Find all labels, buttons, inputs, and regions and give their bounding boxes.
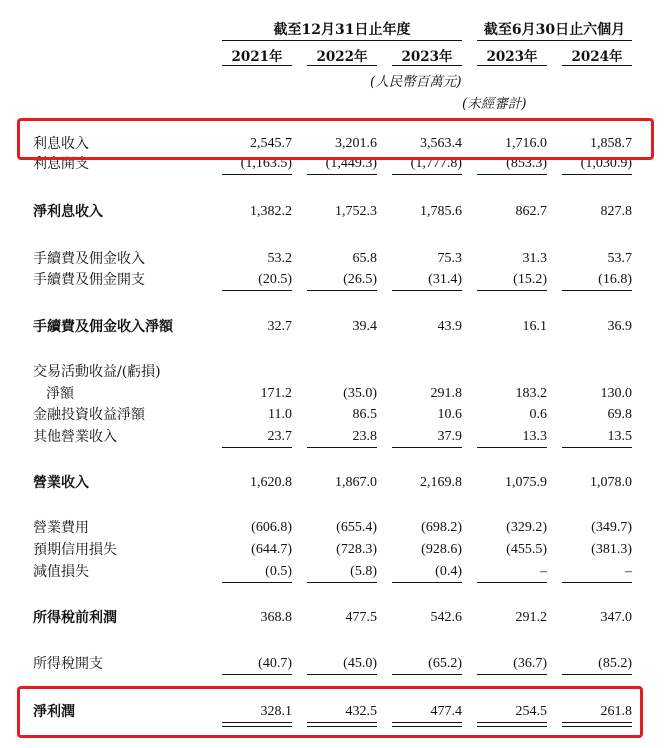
row-label: 利息開支	[33, 156, 89, 172]
row-operating-expenses	[0, 518, 664, 540]
row-fee-commission-expense	[0, 270, 664, 292]
value-cell: 2,169.8	[420, 475, 462, 490]
year-header-2022: 2022年	[316, 49, 368, 65]
row-net-interest-income	[0, 202, 664, 224]
value-cell: (381.3)	[591, 542, 632, 557]
value-cell: 1,078.0	[590, 475, 632, 490]
highlight-box-net-profit	[17, 686, 643, 738]
total-double-rule	[307, 722, 377, 727]
value-cell: 130.0	[600, 386, 632, 401]
subtotal-rule	[477, 674, 547, 675]
row-other-operating-income	[0, 427, 664, 449]
value-cell: (329.2)	[506, 520, 547, 535]
value-cell: 827.8	[600, 204, 632, 219]
group-header-annual-rule	[222, 40, 462, 41]
row-label: 營業收入	[33, 475, 89, 491]
value-cell: (853.3)	[506, 156, 547, 171]
value-cell: 1,858.7	[590, 136, 632, 151]
year-rule	[392, 65, 462, 66]
value-cell: 477.4	[430, 704, 462, 719]
value-cell: 31.3	[522, 251, 547, 266]
total-double-rule	[562, 722, 632, 727]
row-label: 其他營業收入	[33, 429, 117, 445]
value-cell: 368.8	[260, 610, 292, 625]
value-cell: 291.2	[515, 610, 547, 625]
subtotal-rule	[392, 447, 462, 448]
subtotal-rule	[222, 174, 292, 175]
value-cell: 254.5	[515, 704, 547, 719]
value-cell: 32.7	[267, 319, 292, 334]
value-cell: 3,201.6	[335, 136, 377, 151]
value-cell: 43.9	[437, 319, 462, 334]
row-impairment-losses	[0, 562, 664, 584]
row-label: 營業費用	[33, 520, 89, 536]
value-cell: 11.0	[268, 407, 292, 422]
total-double-rule	[477, 722, 547, 727]
row-label: 所得稅前利潤	[33, 610, 117, 626]
value-cell: (5.8)	[350, 564, 377, 579]
unaudited-note: (未經審計)	[462, 96, 527, 112]
subtotal-rule	[307, 582, 377, 583]
row-label: 所得稅開支	[33, 656, 103, 672]
value-cell: 86.5	[352, 407, 377, 422]
value-cell: (1,163.5)	[240, 156, 292, 171]
value-cell: 347.0	[600, 610, 632, 625]
year-rule	[307, 65, 377, 66]
subtotal-rule	[392, 674, 462, 675]
value-cell: (0.4)	[435, 564, 462, 579]
value-cell: 2,545.7	[250, 136, 292, 151]
value-cell: 3,563.4	[420, 136, 462, 151]
row-label: 交易活動收益/(虧損)	[33, 364, 161, 380]
subtotal-rule	[307, 674, 377, 675]
value-cell: 0.6	[529, 407, 547, 422]
subtotal-rule	[392, 174, 462, 175]
value-cell: 13.3	[522, 429, 547, 444]
highlight-box-interest-income	[17, 118, 654, 160]
row-label: 金融投資收益淨額	[33, 407, 145, 423]
year-header-2021: 2021年	[231, 49, 283, 65]
row-label: 預期信用損失	[33, 542, 117, 558]
row-label: 淨利潤	[33, 704, 75, 720]
value-cell: (606.8)	[251, 520, 292, 535]
value-cell: 1,382.2	[250, 204, 292, 219]
value-cell: 862.7	[515, 204, 547, 219]
row-label: 淨利息收入	[33, 204, 103, 220]
value-cell: (0.5)	[265, 564, 292, 579]
value-cell: (728.3)	[336, 542, 377, 557]
subtotal-rule	[392, 290, 462, 291]
value-cell: 291.8	[430, 386, 462, 401]
value-cell: (45.0)	[343, 656, 377, 671]
value-cell: 23.7	[267, 429, 292, 444]
total-double-rule	[222, 722, 292, 727]
value-cell: (36.7)	[513, 656, 547, 671]
value-cell: (16.8)	[598, 272, 632, 287]
value-cell: 171.2	[260, 386, 292, 401]
value-cell: 53.2	[267, 251, 292, 266]
value-cell: (455.5)	[506, 542, 547, 557]
row-label: 利息收入	[33, 136, 89, 152]
subtotal-rule	[222, 674, 292, 675]
value-cell: 328.1	[260, 704, 292, 719]
value-cell: 1,867.0	[335, 475, 377, 490]
value-cell: (1,030.9)	[580, 156, 632, 171]
subtotal-rule	[477, 290, 547, 291]
value-cell: 261.8	[600, 704, 632, 719]
value-cell: (85.2)	[598, 656, 632, 671]
row-expected-credit-losses	[0, 540, 664, 562]
row-label: 手續費及佣金收入淨額	[33, 319, 173, 335]
group-header-interim-rule	[477, 40, 632, 41]
subtotal-rule	[477, 582, 547, 583]
row-label: 手續費及佣金開支	[33, 272, 145, 288]
value-cell: 1,785.6	[420, 204, 462, 219]
value-cell: (31.4)	[428, 272, 462, 287]
value-cell: 69.8	[607, 407, 632, 422]
value-cell: 1,752.3	[335, 204, 377, 219]
value-cell: 37.9	[437, 429, 462, 444]
year-rule	[562, 65, 632, 66]
value-cell: 10.6	[437, 407, 462, 422]
subtotal-rule	[562, 174, 632, 175]
value-cell: 183.2	[515, 386, 547, 401]
subtotal-rule	[477, 174, 547, 175]
unit-note: (人民幣百萬元)	[370, 74, 462, 90]
subtotal-rule	[562, 582, 632, 583]
row-net-investment-gains	[0, 405, 664, 427]
value-cell: 65.8	[352, 251, 377, 266]
value-cell: 39.4	[352, 319, 377, 334]
value-cell: (349.7)	[591, 520, 632, 535]
value-cell: (15.2)	[513, 272, 547, 287]
subtotal-rule	[307, 174, 377, 175]
row-label: 淨額	[46, 386, 74, 402]
value-cell: 23.8	[352, 429, 377, 444]
row-label: 手續費及佣金收入	[33, 251, 145, 267]
value-cell: 542.6	[430, 610, 462, 625]
value-cell: 432.5	[345, 704, 377, 719]
value-cell: 1,716.0	[505, 136, 547, 151]
row-net-fee-commission-income	[0, 317, 664, 339]
row-trading-gains-losses-label	[0, 362, 664, 384]
value-cell: (35.0)	[343, 386, 377, 401]
value-cell: (1,449.3)	[325, 156, 377, 171]
value-cell: (20.5)	[258, 272, 292, 287]
value-cell: 13.5	[607, 429, 632, 444]
value-cell: (655.4)	[336, 520, 377, 535]
value-cell: –	[540, 564, 547, 579]
year-header-2023-interim: 2023年	[486, 49, 538, 65]
value-cell: (1,777.8)	[410, 156, 462, 171]
value-cell: (928.6)	[421, 542, 462, 557]
value-cell: 75.3	[437, 251, 462, 266]
subtotal-rule	[477, 447, 547, 448]
value-cell: (644.7)	[251, 542, 292, 557]
value-cell: (40.7)	[258, 656, 292, 671]
subtotal-rule	[392, 582, 462, 583]
value-cell: (698.2)	[421, 520, 462, 535]
value-cell: 477.5	[345, 610, 377, 625]
year-header-2023: 2023年	[401, 49, 453, 65]
value-cell: 53.7	[607, 251, 632, 266]
subtotal-rule	[307, 447, 377, 448]
subtotal-rule	[307, 290, 377, 291]
subtotal-rule	[562, 674, 632, 675]
value-cell: 1,620.8	[250, 475, 292, 490]
year-rule	[477, 65, 547, 66]
value-cell: –	[625, 564, 632, 579]
subtotal-rule	[222, 447, 292, 448]
group-header-annual: 截至12月31日止年度	[273, 22, 411, 38]
total-double-rule	[392, 722, 462, 727]
row-income-tax-expense	[0, 654, 664, 676]
value-cell: 1,075.9	[505, 475, 547, 490]
group-header-interim: 截至6月30日止六個月	[483, 22, 626, 38]
row-profit-before-tax	[0, 608, 664, 630]
row-operating-income	[0, 473, 664, 495]
subtotal-rule	[562, 290, 632, 291]
value-cell: 36.9	[607, 319, 632, 334]
subtotal-rule	[222, 290, 292, 291]
row-trading-gains-losses-net	[0, 384, 664, 406]
value-cell: 16.1	[522, 319, 547, 334]
year-rule	[222, 65, 292, 66]
value-cell: (26.5)	[343, 272, 377, 287]
subtotal-rule	[222, 582, 292, 583]
value-cell: (65.2)	[428, 656, 462, 671]
subtotal-rule	[562, 447, 632, 448]
row-fee-commission-income	[0, 249, 664, 271]
row-label: 減值損失	[33, 564, 89, 580]
year-header-2024-interim: 2024年	[571, 49, 623, 65]
